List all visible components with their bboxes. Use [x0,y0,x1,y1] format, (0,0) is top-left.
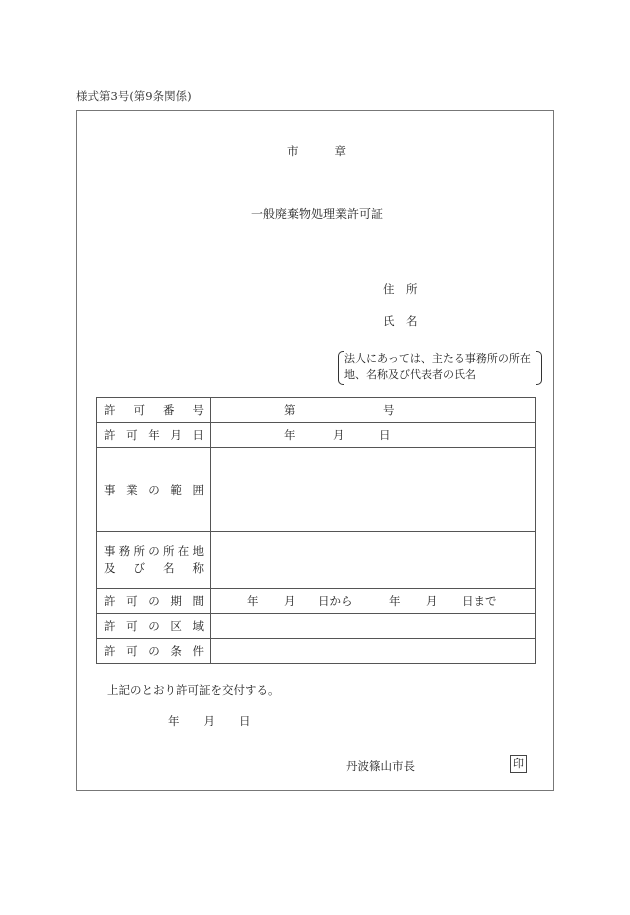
table-row-permit-period [97,589,536,614]
label-char: 事 [104,544,116,558]
permit-period-label [97,589,211,614]
label-char: 在 [177,544,190,558]
address-label: 住 所 [383,282,418,296]
table-row-permit-number [97,398,536,423]
corporate-note-text: 法人にあっては、主たる事務所の所在地、名称及び代表者の氏名 [344,352,531,381]
permit-conditions-value[interactable] [211,639,536,664]
label-char: び [133,561,145,575]
table-row-permit-date [97,423,536,448]
business-scope-value[interactable] [211,448,536,532]
seal-char-2: 章 [334,144,346,158]
label-char: 可 [126,619,138,633]
permit-number-label [97,398,211,423]
business-scope-label [97,448,211,532]
date-month: 月 [333,428,345,442]
label-char: 業 [126,482,138,497]
label-char: 可 [126,428,138,442]
label-char: 号 [192,403,204,417]
table-row-business-scope [97,448,536,532]
label-char: 月 [170,428,182,442]
label-char: 囲 [192,482,204,497]
corporate-note [338,351,542,383]
from-month: 月 [284,594,296,608]
permit-table [96,397,536,664]
seal-stamp-box: 印 [510,755,527,773]
issue-month: 月 [203,714,215,728]
label-char: の [148,594,160,608]
city-seal-placeholder [287,143,346,159]
label-char: 可 [126,594,138,608]
to-year: 年 [389,594,401,608]
permit-date-value[interactable] [211,423,536,448]
right-bracket [536,351,542,385]
label-char: 件 [192,644,204,658]
label-char: 日 [192,428,204,442]
issue-statement: 上記のとおり許可証を交付する。 [107,683,280,697]
to-day: 日まで [462,594,497,608]
label-char: 名 [163,561,175,575]
name-label: 氏 名 [383,314,418,328]
number-suffix: 号 [383,403,395,417]
label-char: 範 [170,482,182,497]
label-char: 許 [104,619,116,633]
label-char: 可 [126,644,138,658]
form-number-label: 様式第3号(第9条関係) [76,89,192,103]
label-char: 可 [133,403,145,417]
date-year: 年 [284,428,296,442]
table-row-permit-area [97,614,536,639]
label-char: 番 [163,403,175,417]
from-day: 日から [318,594,353,608]
issue-year: 年 [168,714,180,728]
label-char: 許 [104,428,116,442]
date-day: 日 [379,428,391,442]
label-char: 事 [104,482,116,497]
label-char: 期 [170,594,182,608]
from-year: 年 [247,594,259,608]
label-char: の [148,544,160,558]
label-char: の [148,644,160,658]
label-char: の [148,482,160,497]
issue-day: 日 [239,714,251,728]
table-row-permit-conditions [97,639,536,664]
label-char: 条 [170,644,182,658]
label-char: 及 [104,561,116,575]
permit-area-label [97,614,211,639]
label-char: 地 [192,544,204,558]
permit-number-value[interactable] [211,398,536,423]
permit-area-value[interactable] [211,614,536,639]
seal-char-1: 市 [287,144,299,158]
permit-date-label [97,423,211,448]
table-row-office-location [97,532,536,589]
label-char: 所 [163,544,175,558]
to-month: 月 [426,594,438,608]
label-char: 域 [192,619,204,633]
label-char: 許 [104,644,116,658]
label-char: 称 [192,561,204,575]
permit-conditions-label [97,639,211,664]
issue-date [168,713,251,729]
label-char: 所 [133,544,145,558]
label-char: 許 [104,594,116,608]
issuer-name: 丹波篠山市長 [346,759,415,773]
permit-period-value[interactable] [211,589,536,614]
label-char: の [148,619,160,633]
label-char: 許 [104,403,116,417]
office-location-value[interactable] [211,532,536,589]
label-char: 務 [118,544,131,558]
label-char: 間 [192,594,204,608]
number-prefix: 第 [284,403,296,417]
office-location-label [97,532,211,589]
left-bracket [338,351,344,385]
label-char: 区 [170,619,182,633]
document-title: 一般廃棄物処理業許可証 [251,207,384,221]
label-char: 年 [148,428,160,442]
